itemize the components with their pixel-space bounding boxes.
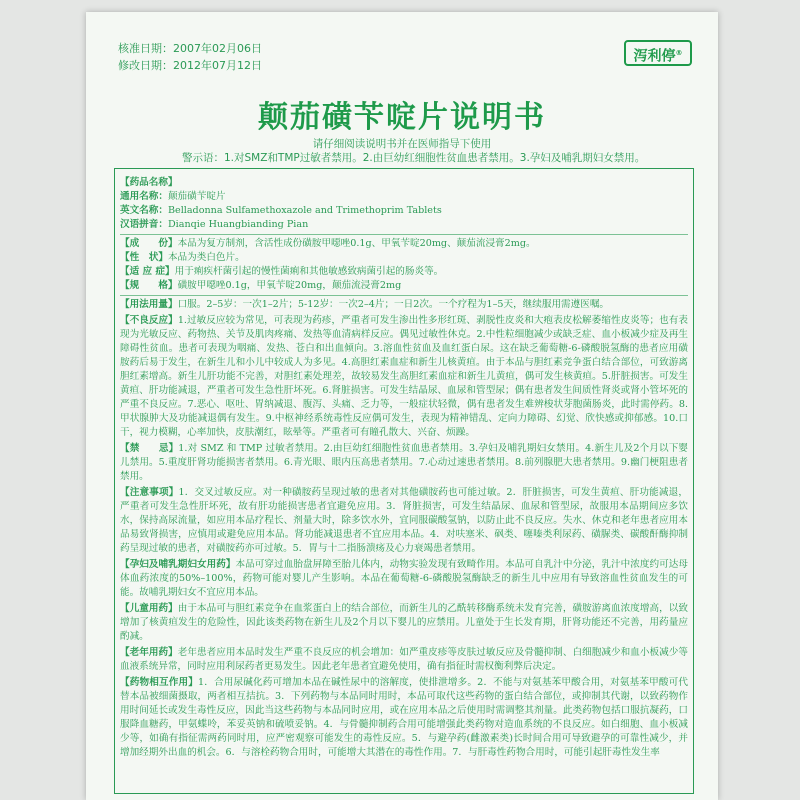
section-appearance bbox=[120, 251, 688, 265]
document-title: 颠茄磺苄啶片说明书 bbox=[258, 100, 546, 135]
section-drug-interactions bbox=[120, 676, 688, 760]
section-text: 本品可穿过血胎盘屏障至胎儿体内，动物实验发现有致畸作用。本品可自乳汁中分泌，乳汁中浓度约可达母体血药浓度的50%–100%，药物可能对婴儿产生影响。本品在葡萄糖-6-磷酸脱氢酶缺乏的新生儿中应用有导致溶血性贫血发生的可能。故哺乳期妇女不宜应用本品。 bbox=[120, 559, 689, 598]
section-precautions bbox=[120, 486, 688, 556]
section-label: 【药品名称】 bbox=[120, 177, 178, 188]
section-drug-name bbox=[120, 176, 688, 190]
section-adverse-reactions bbox=[120, 314, 688, 440]
section-text: 1.对 SMZ 和 TMP 过敏者禁用。2.由巨幼红细胞性贫血患者禁用。3.孕妇及哺乳期妇女禁用。4.新生儿及2个月以下婴儿禁用。5.重度肝肾功能损害者禁用。6.青光眼、眼内压高患者禁用。7.心动过速患者禁用。8.前列腺肥大患者禁用。9.幽门梗阻患者禁用。 bbox=[120, 443, 688, 482]
section-label: 【禁 忌】 bbox=[120, 443, 179, 454]
section-label: 【适 应 症】 bbox=[120, 266, 175, 277]
registered-mark: ® bbox=[675, 49, 683, 57]
section-label: 【不良反应】 bbox=[120, 315, 178, 326]
section-text: 老年患者应用本品时发生严重不良反应的机会增加：如严重皮疹等皮肤过敏反应及骨髓抑制、白细胞减少和血小板减少等血液系统异常，同时应用利尿药者更易发生。因此老年患者宜避免使用，确有指征时需权衡利弊后决定。 bbox=[120, 647, 689, 672]
section-label: 汉语拼音： bbox=[120, 219, 168, 230]
section-pediatric-use bbox=[120, 602, 688, 644]
section-label: 【性 状】 bbox=[120, 252, 168, 263]
section-ingredients bbox=[120, 237, 688, 251]
section-text: 本品为类白色片。 bbox=[167, 252, 245, 263]
section-text: 本品为复方制剂，含活性成份磺胺甲噁唑0.1g、甲氧苄啶20mg、颠茄流浸膏2mg。 bbox=[177, 238, 536, 249]
section-label: 【规 格】 bbox=[120, 280, 178, 291]
section-text: 用于痢疾杆菌引起的慢性菌痢和其他敏感致病菌引起的肠炎等。 bbox=[174, 266, 444, 277]
section-text: 颠茄磺苄啶片 bbox=[167, 191, 226, 202]
meta-dates bbox=[118, 40, 262, 74]
content-body bbox=[120, 176, 688, 760]
section-text: Belladonna Sulfamethoxazole and Trimethoprim Tablets bbox=[167, 205, 442, 216]
section-specification bbox=[120, 279, 688, 293]
section-label: 【老年用药】 bbox=[120, 647, 178, 658]
section-contraindications bbox=[120, 442, 688, 484]
brand-name: 泻利停 bbox=[633, 48, 676, 65]
section-text: 1.过敏反应较为常见，可表现为药疹，严重者可发生渗出性多形红斑、剥脱性皮炎和大疱表皮松解萎缩性皮炎等；也有表现为光敏反应、药物热、关节及肌肉疼痛、发热等血清病样反应。偶见过敏性休克。2.中性粒细胞减少或缺乏症、血小板减少症及再生障碍性贫血。患者可表现为咽痛、发热、苍白和出血倾向。3.溶血性贫血及血红蛋白尿。这在缺乏葡萄糖-6-磷酸脱氢酶的患者应用磺胺药后易于发生，在新生儿和小儿中较成人为多见。4.高胆红素血症和新生儿核黄疸。由于本品与胆红素竞争蛋白结合部位，可致游离胆红素增高。新生儿肝功能不完善，对胆红素处理差，故较易发生高胆红素血症和新生儿黄疸，偶可发生核黄疸。5.肝脏损害。可发生黄疸、肝功能减退，严重者可发生急性肝坏死。6.肾脏损害。可发生结晶尿、血尿和管型尿；偶有患者发生间质性肾炎或肾小管坏死的严重不良反应。7.恶心、呕吐、胃纳减退、腹泻、头痛、乏力等，一般症状轻微，偶有患者发生难辨梭状芽胞菌肠炎，此时需停药。8.甲状腺肿大及功能减退偶有发生。9.中枢神经系统毒性反应偶可发生，表现为精神错乱、定向力障碍、幻觉、欣快感或抑郁感。10.口干，视力模糊，心率加快，皮肤潮红，眩晕等。严重者可有瞳孔散大、兴奋、烦躁。 bbox=[120, 315, 688, 438]
section-generic-name bbox=[120, 190, 688, 204]
section-label: 【注意事项】 bbox=[120, 487, 179, 498]
section-pinyin bbox=[120, 218, 688, 232]
section-label: 【成 份】 bbox=[120, 238, 178, 249]
warning-line: 警示语：1.对SMZ和TMP过敏者禁用。2.由巨幼红细胞性贫血患者禁用。3.孕妇及哺乳期妇女禁用。 bbox=[182, 152, 646, 164]
section-geriatric-use bbox=[120, 646, 688, 674]
section-text: 由于本品可与胆红素竞争在血浆蛋白上的结合部位，而新生儿的乙酰转移酶系统未发育完善，磺胺游离血浓度增高，以致增加了核黄疸发生的危险性，因此该类药物在新生儿及2个月以下婴儿的应禁用。儿童处于生长发育期，肝肾功能还不完善，用药量应酌减。 bbox=[120, 603, 689, 642]
section-text: 口服。2–5岁：一次1–2片；5-12岁：一次2–4片；一日2次。一个疗程为1–5天，继续服用需遵医嘱。 bbox=[177, 299, 610, 310]
section-text: Dianqie Huangbianding Pian bbox=[167, 219, 309, 230]
approval-date: 核准日期：2007年02月06日 bbox=[118, 42, 262, 55]
revision-date: 修改日期：2012年07月12日 bbox=[118, 59, 262, 72]
section-label: 【儿童用药】 bbox=[120, 603, 178, 614]
section-dosage bbox=[120, 298, 688, 312]
document-subtitle: 请仔细阅读说明书并在医师指导下使用 bbox=[312, 138, 492, 150]
section-text: 1．合用尿碱化药可增加本品在碱性尿中的溶解度，使排泄增多。2．不能与对氨基苯甲酸合用，对氨基苯甲酸可代替本品被细菌摄取，两者相互拮抗。3．下列药物与本品同时用时，本品可取代这些药物的蛋白结合部位，或抑制其代谢，以致药物作用时间延长或发生毒性反应，因此当这些药物与本品同时应用，或在应用本品之后使用时需调整其剂量。此类药物包括口服抗凝药，口服降血糖药，甲氨蝶呤，苯妥英钠和硫喷妥钠。4．与骨髓抑制药合用可能增强此类药物对造血系统的不良反应。如白细胞、血小板减少等，如确有指征需两药同时用，应严密观察可能发生的毒性反应。5．与避孕药(雌激素类)长时间合用可导致避孕的可靠性减少，并增加经期外出血的机会。6．与溶栓药物合用时，可能增大其潜在的毒性作用。7．与肝毒性药物合用时，可能引起肝毒性发生率 bbox=[120, 677, 688, 758]
section-text: 1．交叉过敏反应。对一种磺胺药呈现过敏的患者对其他磺胺药也可能过敏。2．肝脏损害，可发生黄疸、肝功能减退，严重者可发生急性肝坏死，故有肝功能损害患者宜避免应用。3．肾脏损害，可发生结晶尿、血尿和管型尿，故服用本品期间应多饮水，保持高尿流量，如应用本品疗程长、剂量大时，除多饮水外，宜同服碳酸氢钠，以防止此不良反应。失水、休克和老年患者应用本品易致肾损害，应慎用或避免应用本品。肾功能减退患者不宜应用本品。4．对呋塞米、砜类、噻嗪类利尿药、磺脲类、碳酸酐酶抑制药呈现过敏的患者，对磺胺药亦可过敏。5．胃与十二指肠溃疡及心力衰竭患者禁用。 bbox=[120, 487, 689, 554]
section-pregnancy-lactation bbox=[120, 558, 688, 600]
section-label: 通用名称： bbox=[120, 191, 168, 202]
section-english-name bbox=[120, 204, 688, 218]
section-text: 磺胺甲噁唑0.1g，甲氧苄啶20mg，颠茄流浸膏2mg bbox=[177, 280, 402, 291]
section-label: 【用法用量】 bbox=[120, 299, 178, 310]
section-indications bbox=[120, 265, 688, 279]
section-label: 【药物相互作用】 bbox=[120, 677, 198, 688]
divider bbox=[120, 234, 688, 235]
section-label: 【孕妇及哺乳期妇女用药】 bbox=[120, 559, 236, 570]
brand-logo bbox=[624, 40, 692, 66]
section-label: 英文名称： bbox=[120, 205, 168, 216]
instruction-sheet bbox=[86, 12, 718, 800]
divider bbox=[120, 295, 688, 296]
